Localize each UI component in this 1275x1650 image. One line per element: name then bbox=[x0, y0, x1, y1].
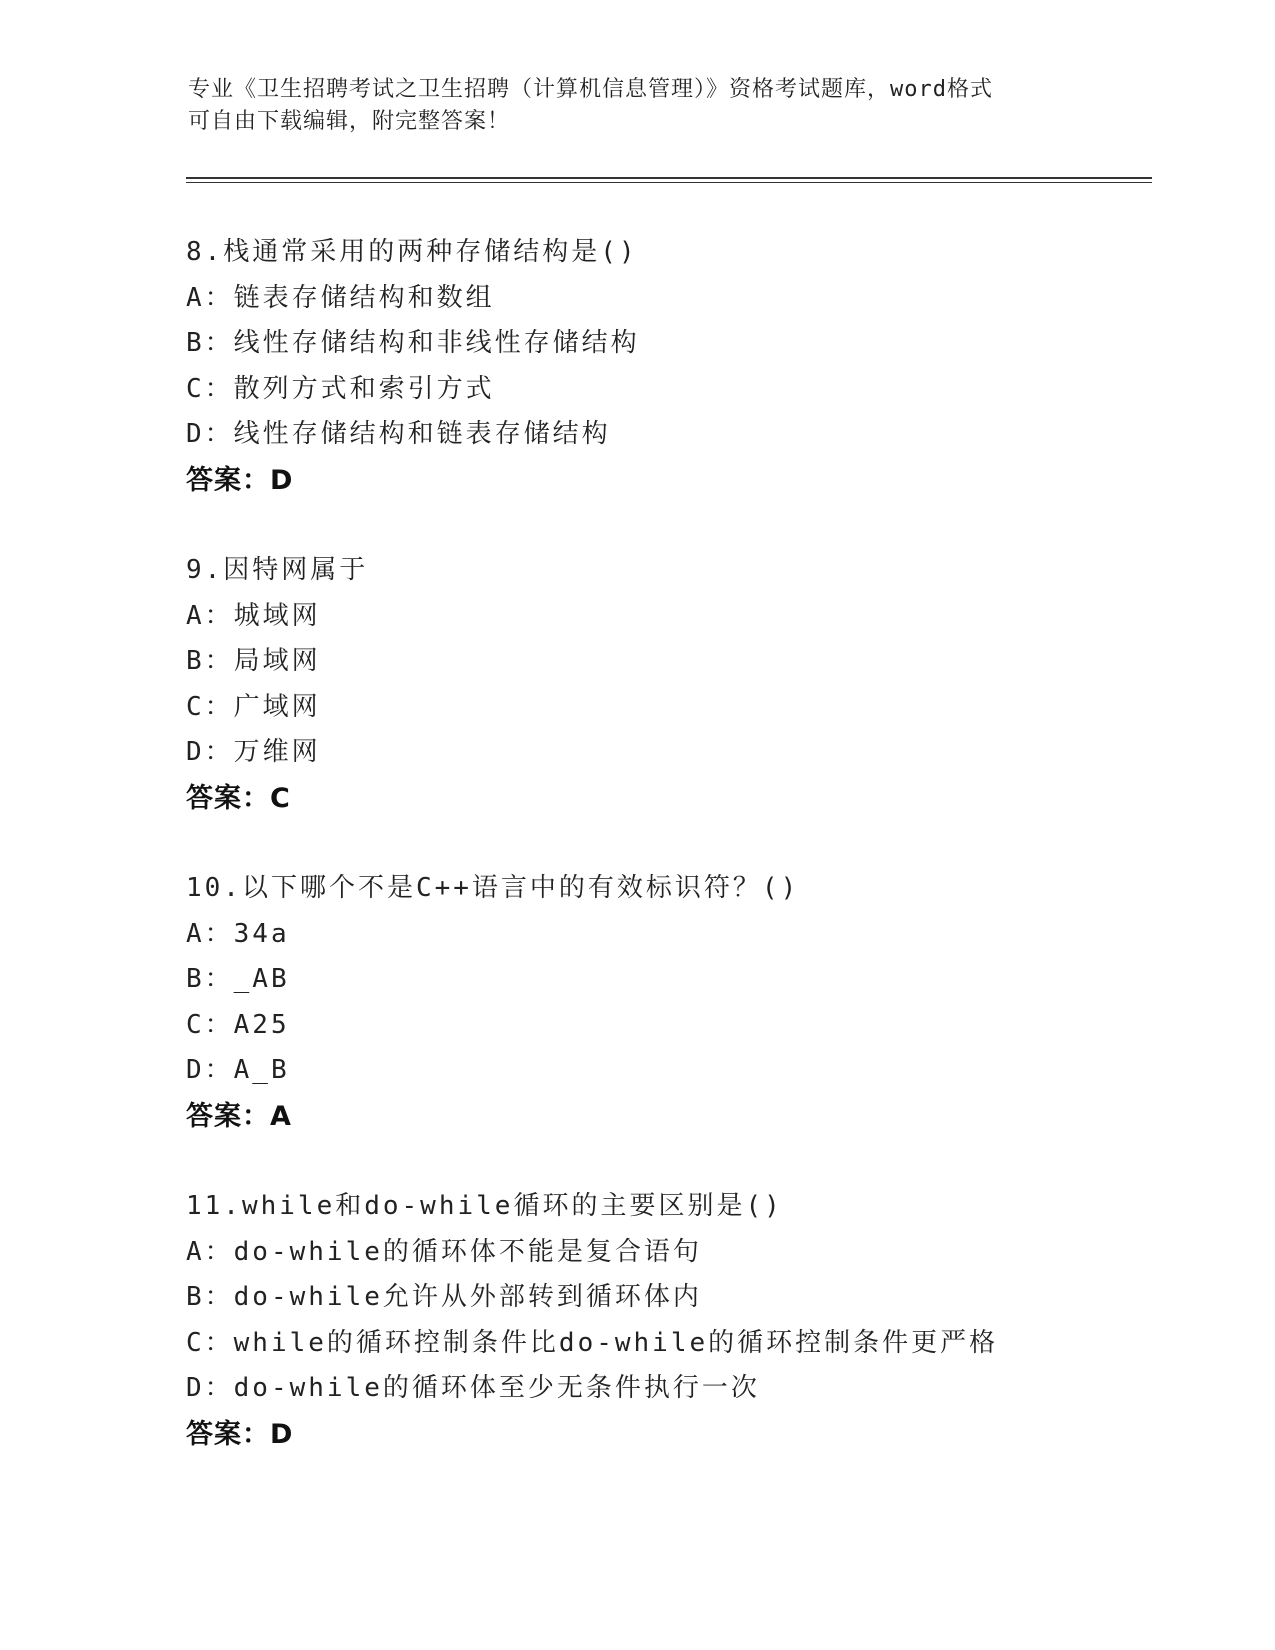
question-text: 10.以下哪个不是C++语言中的有效标识符？() bbox=[186, 873, 800, 903]
option-b: B：_AB bbox=[186, 964, 290, 994]
option-c: C：广域网 bbox=[186, 691, 321, 722]
question-text: 11.while和do-while循环的主要区别是() bbox=[186, 1191, 783, 1221]
header-line-1: 专业《卫生招聘考试之卫生招聘（计算机信息管理）》资格考试题库，word格式 bbox=[188, 77, 993, 102]
option-c: C：while的循环控制条件比do-while的循环控制条件更严格 bbox=[186, 1327, 999, 1358]
option-a: A：34a bbox=[186, 918, 290, 949]
answer-label: 答案：D bbox=[186, 464, 294, 496]
header-divider-thin bbox=[186, 182, 1152, 183]
header-divider-thick bbox=[186, 177, 1152, 179]
document-header bbox=[188, 74, 1088, 138]
option-d: D：do-while的循环体至少无条件执行一次 bbox=[186, 1373, 760, 1403]
option-b: B：线性存储结构和非线性存储结构 bbox=[186, 328, 640, 358]
option-a: A：do-while的循环体不能是复合语句 bbox=[186, 1236, 702, 1267]
option-a: A：链表存储结构和数组 bbox=[186, 282, 495, 313]
question-block-11 bbox=[186, 1184, 1186, 1457]
question-text: 8.栈通常采用的两种存储结构是() bbox=[186, 237, 638, 267]
question-block-10 bbox=[186, 866, 1186, 1139]
option-d: D：万维网 bbox=[186, 737, 321, 767]
option-d: D：线性存储结构和链表存储结构 bbox=[186, 419, 611, 449]
option-c: C：A25 bbox=[186, 1009, 290, 1040]
answer-label: 答案：D bbox=[186, 1418, 294, 1450]
answer-label: 答案：A bbox=[186, 1100, 292, 1132]
answer-label: 答案：C bbox=[186, 782, 291, 814]
option-a: A：城域网 bbox=[186, 600, 321, 631]
option-b: B：局域网 bbox=[186, 646, 321, 676]
option-b: B：do-while允许从外部转到循环体内 bbox=[186, 1282, 702, 1312]
question-text: 9.因特网属于 bbox=[186, 555, 369, 585]
header-line-2: 可自由下载编辑，附完整答案！ bbox=[188, 109, 511, 134]
question-block-9 bbox=[186, 548, 1186, 821]
question-block-8 bbox=[186, 230, 1186, 503]
option-c: C：散列方式和索引方式 bbox=[186, 373, 495, 404]
option-d: D：A_B bbox=[186, 1055, 290, 1085]
